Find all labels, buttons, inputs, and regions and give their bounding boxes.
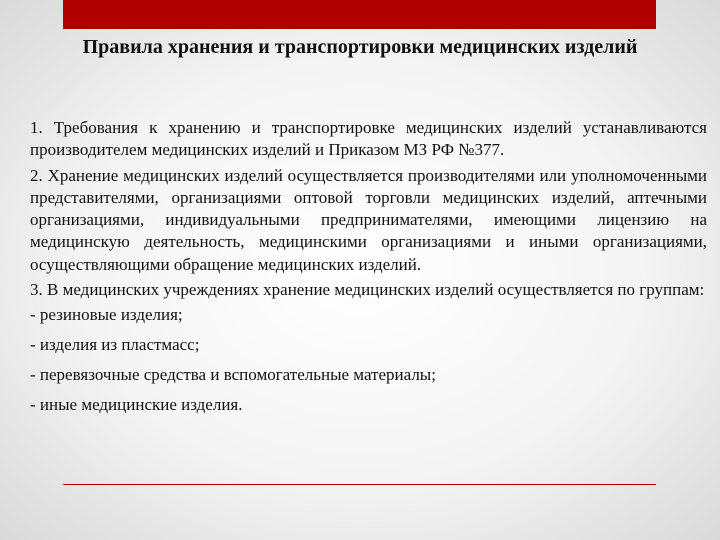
slide-body: [30, 117, 707, 424]
paragraph-1: 1. Требования к хранению и транспортировке медицинских изделий устанавливаются производителем медицинских изделий и Приказом МЗ РФ №377.: [30, 118, 707, 160]
paragraph-3: 3. В медицинских учреждениях хранение медицинских изделий осуществляется по группам:: [30, 280, 705, 300]
top-accent-bar: [63, 0, 656, 29]
list-item: - перевязочные средства и вспомогательные материалы;: [30, 364, 436, 384]
storage-groups-list: [30, 304, 707, 416]
list-item: - иные медицинские изделия.: [30, 394, 243, 414]
list-item: - резиновые изделия;: [30, 305, 183, 325]
bottom-accent-line: [63, 484, 656, 485]
slide-title: Правила хранения и транспортировки медицинских изделий: [82, 36, 638, 58]
paragraph-2: 2. Хранение медицинских изделий осуществляется производителями или уполномоченными представителями, организациями оптовой торговли медицинских изделий, аптечными организациями, индивидуальными предпринимателями, имеющими лицензию на медицинскую деятельность, медицинскими организациями и иными организациями, осуществляющими обращение медицинских изделий.: [30, 165, 707, 274]
list-item: - изделия из пластмасс;: [30, 335, 200, 355]
